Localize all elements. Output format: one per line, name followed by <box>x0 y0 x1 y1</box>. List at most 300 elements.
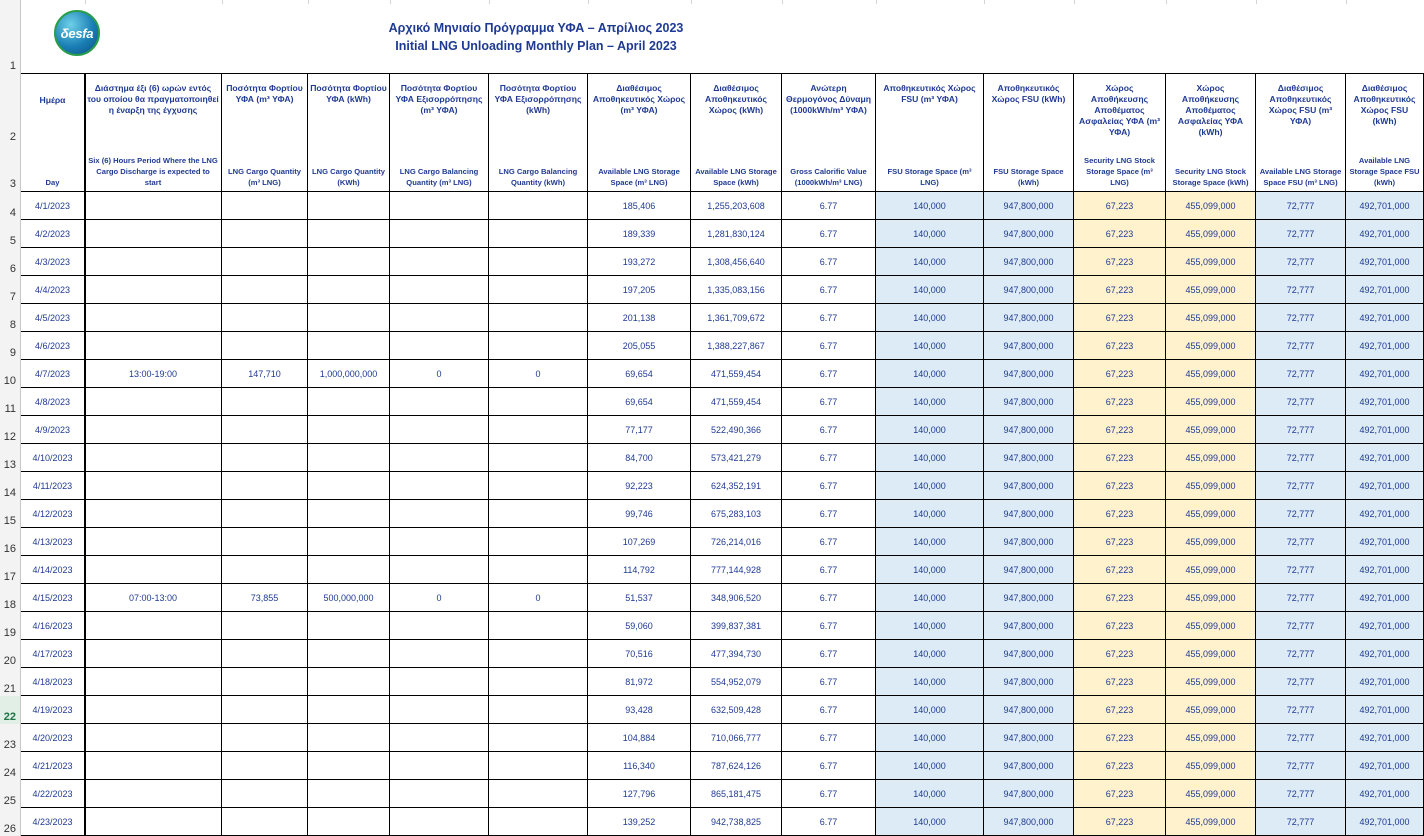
cell-balancing-kwh[interactable] <box>489 808 588 836</box>
cell-available-fsu-m3[interactable]: 72,777 <box>1256 388 1346 416</box>
cell-balancing-kwh[interactable] <box>489 556 588 584</box>
row-header[interactable]: 25 <box>0 780 21 808</box>
cell-balancing-kwh[interactable] <box>489 752 588 780</box>
cell-available-m3[interactable]: 77,177 <box>588 416 691 444</box>
cell-balancing-m3[interactable] <box>390 304 489 332</box>
cell-fsu-kwh[interactable]: 947,800,000 <box>984 192 1074 220</box>
cell-day[interactable]: 4/17/2023 <box>21 640 85 668</box>
cell-available-fsu-m3[interactable]: 72,777 <box>1256 696 1346 724</box>
cell-available-kwh[interactable]: 1,255,203,608 <box>691 192 782 220</box>
cell-cargo-kwh[interactable] <box>308 752 390 780</box>
cell-security-m3[interactable]: 67,223 <box>1074 696 1166 724</box>
cell-cargo-kwh[interactable]: 500,000,000 <box>308 584 390 612</box>
cell-cargo-m3[interactable] <box>222 304 308 332</box>
header-gcv[interactable] <box>782 73 876 192</box>
cell-gcv[interactable]: 6.77 <box>782 416 876 444</box>
cell-period[interactable] <box>85 248 222 276</box>
cell-security-m3[interactable]: 67,223 <box>1074 752 1166 780</box>
cell-available-m3[interactable]: 201,138 <box>588 304 691 332</box>
cell-balancing-m3[interactable] <box>390 668 489 696</box>
cell-gcv[interactable]: 6.77 <box>782 276 876 304</box>
cell-available-m3[interactable]: 104,884 <box>588 724 691 752</box>
cell-available-kwh[interactable]: 477,394,730 <box>691 640 782 668</box>
cell-security-m3[interactable]: 67,223 <box>1074 528 1166 556</box>
cell-balancing-m3[interactable] <box>390 472 489 500</box>
cell-gcv[interactable]: 6.77 <box>782 640 876 668</box>
cell-available-fsu-m3[interactable]: 72,777 <box>1256 304 1346 332</box>
cell-available-kwh[interactable]: 726,214,016 <box>691 528 782 556</box>
cell-balancing-m3[interactable] <box>390 780 489 808</box>
cell-fsu-kwh[interactable]: 947,800,000 <box>984 444 1074 472</box>
cell-fsu-m3[interactable]: 140,000 <box>876 668 984 696</box>
cell-fsu-m3[interactable]: 140,000 <box>876 696 984 724</box>
cell-balancing-m3[interactable] <box>390 248 489 276</box>
cell-cargo-m3[interactable] <box>222 780 308 808</box>
cell-fsu-kwh[interactable]: 947,800,000 <box>984 360 1074 388</box>
cell-fsu-kwh[interactable]: 947,800,000 <box>984 304 1074 332</box>
cell-cargo-m3[interactable] <box>222 248 308 276</box>
header-period[interactable] <box>85 73 222 192</box>
cell-available-fsu-kwh[interactable]: 492,701,000 <box>1346 332 1424 360</box>
cell-gcv[interactable]: 6.77 <box>782 220 876 248</box>
cell-available-kwh[interactable]: 1,308,456,640 <box>691 248 782 276</box>
row-header[interactable]: 17 <box>0 556 21 584</box>
cell-balancing-m3[interactable] <box>390 808 489 836</box>
cell-gcv[interactable]: 6.77 <box>782 584 876 612</box>
row-header[interactable]: 5 <box>0 220 21 248</box>
cell-cargo-kwh[interactable] <box>308 808 390 836</box>
cell-gcv[interactable]: 6.77 <box>782 556 876 584</box>
cell-balancing-kwh[interactable] <box>489 276 588 304</box>
cell-security-m3[interactable]: 67,223 <box>1074 388 1166 416</box>
cell-period[interactable] <box>85 780 222 808</box>
cell-security-kwh[interactable]: 455,099,000 <box>1166 192 1256 220</box>
cell-security-kwh[interactable]: 455,099,000 <box>1166 584 1256 612</box>
cell-security-m3[interactable]: 67,223 <box>1074 472 1166 500</box>
cell-security-m3[interactable]: 67,223 <box>1074 640 1166 668</box>
cell-available-fsu-kwh[interactable]: 492,701,000 <box>1346 612 1424 640</box>
cell-day[interactable]: 4/22/2023 <box>21 780 85 808</box>
cell-available-m3[interactable]: 92,223 <box>588 472 691 500</box>
header-security-kwh[interactable] <box>1166 73 1256 192</box>
cell-security-kwh[interactable]: 455,099,000 <box>1166 668 1256 696</box>
cell-gcv[interactable]: 6.77 <box>782 360 876 388</box>
cell-cargo-m3[interactable] <box>222 528 308 556</box>
cell-gcv[interactable]: 6.77 <box>782 472 876 500</box>
cell-balancing-m3[interactable] <box>390 528 489 556</box>
row-header-1[interactable]: 1 <box>0 0 21 73</box>
cell-cargo-kwh[interactable] <box>308 332 390 360</box>
cell-balancing-m3[interactable] <box>390 332 489 360</box>
cell-available-m3[interactable]: 205,055 <box>588 332 691 360</box>
cell-fsu-m3[interactable]: 140,000 <box>876 304 984 332</box>
cell-available-m3[interactable]: 197,205 <box>588 276 691 304</box>
cell-available-fsu-m3[interactable]: 72,777 <box>1256 220 1346 248</box>
cell-available-fsu-m3[interactable]: 72,777 <box>1256 248 1346 276</box>
header-available-fsu-kwh[interactable] <box>1346 73 1424 192</box>
header-available-fsu-m3[interactable] <box>1256 73 1346 192</box>
cell-security-m3[interactable]: 67,223 <box>1074 724 1166 752</box>
cell-cargo-m3[interactable] <box>222 444 308 472</box>
row-header[interactable]: 7 <box>0 276 21 304</box>
row-header[interactable]: 24 <box>0 752 21 780</box>
cell-available-fsu-kwh[interactable]: 492,701,000 <box>1346 500 1424 528</box>
cell-available-kwh[interactable]: 554,952,079 <box>691 668 782 696</box>
cell-balancing-m3[interactable] <box>390 416 489 444</box>
cell-fsu-kwh[interactable]: 947,800,000 <box>984 248 1074 276</box>
cell-security-kwh[interactable]: 455,099,000 <box>1166 360 1256 388</box>
cell-security-m3[interactable]: 67,223 <box>1074 612 1166 640</box>
cell-available-m3[interactable]: 70,516 <box>588 640 691 668</box>
row-header[interactable]: 18 <box>0 584 21 612</box>
cell-cargo-kwh[interactable] <box>308 416 390 444</box>
row-header[interactable]: 8 <box>0 304 21 332</box>
cell-day[interactable]: 4/10/2023 <box>21 444 85 472</box>
cell-day[interactable]: 4/21/2023 <box>21 752 85 780</box>
cell-cargo-kwh[interactable] <box>308 276 390 304</box>
cell-cargo-m3[interactable] <box>222 220 308 248</box>
row-header[interactable]: 10 <box>0 360 21 388</box>
cell-security-m3[interactable]: 67,223 <box>1074 780 1166 808</box>
cell-security-m3[interactable]: 67,223 <box>1074 276 1166 304</box>
cell-security-kwh[interactable]: 455,099,000 <box>1166 752 1256 780</box>
row-header[interactable]: 9 <box>0 332 21 360</box>
cell-balancing-m3[interactable] <box>390 220 489 248</box>
cell-available-m3[interactable]: 127,796 <box>588 780 691 808</box>
cell-cargo-kwh[interactable] <box>308 388 390 416</box>
cell-balancing-m3[interactable] <box>390 276 489 304</box>
row-header[interactable]: 15 <box>0 500 21 528</box>
cell-cargo-m3[interactable] <box>222 388 308 416</box>
cell-fsu-m3[interactable]: 140,000 <box>876 724 984 752</box>
cell-balancing-m3[interactable] <box>390 612 489 640</box>
cell-cargo-m3[interactable] <box>222 696 308 724</box>
cell-period[interactable] <box>85 556 222 584</box>
cell-gcv[interactable]: 6.77 <box>782 248 876 276</box>
header-cargo-kwh[interactable] <box>308 73 390 192</box>
cell-fsu-kwh[interactable]: 947,800,000 <box>984 640 1074 668</box>
cell-fsu-kwh[interactable]: 947,800,000 <box>984 388 1074 416</box>
cell-security-kwh[interactable]: 455,099,000 <box>1166 248 1256 276</box>
row-header[interactable]: 13 <box>0 444 21 472</box>
cell-cargo-m3[interactable] <box>222 724 308 752</box>
cell-day[interactable]: 4/2/2023 <box>21 220 85 248</box>
cell-security-kwh[interactable]: 455,099,000 <box>1166 640 1256 668</box>
cell-fsu-kwh[interactable]: 947,800,000 <box>984 276 1074 304</box>
cell-available-m3[interactable]: 116,340 <box>588 752 691 780</box>
header-fsu-kwh[interactable] <box>984 73 1074 192</box>
cell-available-kwh[interactable]: 471,559,454 <box>691 360 782 388</box>
cell-security-m3[interactable]: 67,223 <box>1074 332 1166 360</box>
cell-balancing-m3[interactable]: 0 <box>390 584 489 612</box>
cell-balancing-kwh[interactable] <box>489 668 588 696</box>
cell-day[interactable]: 4/12/2023 <box>21 500 85 528</box>
cell-available-fsu-m3[interactable]: 72,777 <box>1256 556 1346 584</box>
cell-balancing-m3[interactable] <box>390 696 489 724</box>
cell-day[interactable]: 4/8/2023 <box>21 388 85 416</box>
cell-security-m3[interactable]: 67,223 <box>1074 416 1166 444</box>
cell-balancing-kwh[interactable] <box>489 304 588 332</box>
cell-available-fsu-kwh[interactable]: 492,701,000 <box>1346 360 1424 388</box>
cell-cargo-kwh[interactable] <box>308 192 390 220</box>
cell-available-m3[interactable]: 59,060 <box>588 612 691 640</box>
cell-period[interactable]: 07:00-13:00 <box>85 584 222 612</box>
cell-security-kwh[interactable]: 455,099,000 <box>1166 612 1256 640</box>
cell-available-m3[interactable]: 99,746 <box>588 500 691 528</box>
cell-fsu-m3[interactable]: 140,000 <box>876 780 984 808</box>
cell-cargo-m3[interactable] <box>222 612 308 640</box>
cell-balancing-kwh[interactable] <box>489 388 588 416</box>
cell-security-m3[interactable]: 67,223 <box>1074 192 1166 220</box>
cell-day[interactable]: 4/23/2023 <box>21 808 85 836</box>
header-day[interactable] <box>21 73 85 192</box>
cell-cargo-m3[interactable] <box>222 668 308 696</box>
cell-cargo-kwh[interactable] <box>308 780 390 808</box>
cell-available-fsu-kwh[interactable]: 492,701,000 <box>1346 780 1424 808</box>
row-header[interactable]: 21 <box>0 668 21 696</box>
row-header-3[interactable]: 3 <box>0 146 21 192</box>
cell-available-m3[interactable]: 69,654 <box>588 360 691 388</box>
cell-balancing-kwh[interactable] <box>489 416 588 444</box>
cell-fsu-kwh[interactable]: 947,800,000 <box>984 752 1074 780</box>
cell-day[interactable]: 4/3/2023 <box>21 248 85 276</box>
cell-day[interactable]: 4/13/2023 <box>21 528 85 556</box>
cell-day[interactable]: 4/16/2023 <box>21 612 85 640</box>
cell-security-m3[interactable]: 67,223 <box>1074 584 1166 612</box>
cell-available-fsu-kwh[interactable]: 492,701,000 <box>1346 220 1424 248</box>
cell-gcv[interactable]: 6.77 <box>782 528 876 556</box>
cell-fsu-m3[interactable]: 140,000 <box>876 500 984 528</box>
cell-cargo-kwh[interactable] <box>308 612 390 640</box>
cell-available-fsu-m3[interactable]: 72,777 <box>1256 444 1346 472</box>
cell-day[interactable]: 4/11/2023 <box>21 472 85 500</box>
cell-available-kwh[interactable]: 632,509,428 <box>691 696 782 724</box>
cell-period[interactable] <box>85 500 222 528</box>
cell-balancing-kwh[interactable] <box>489 612 588 640</box>
row-header[interactable]: 14 <box>0 472 21 500</box>
row-header[interactable]: 12 <box>0 416 21 444</box>
cell-period[interactable] <box>85 388 222 416</box>
cell-balancing-m3[interactable] <box>390 444 489 472</box>
cell-fsu-kwh[interactable]: 947,800,000 <box>984 556 1074 584</box>
cell-available-fsu-m3[interactable]: 72,777 <box>1256 332 1346 360</box>
cell-available-fsu-m3[interactable]: 72,777 <box>1256 416 1346 444</box>
cell-fsu-kwh[interactable]: 947,800,000 <box>984 668 1074 696</box>
cell-period[interactable] <box>85 472 222 500</box>
cell-available-fsu-m3[interactable]: 72,777 <box>1256 276 1346 304</box>
cell-available-fsu-m3[interactable]: 72,777 <box>1256 472 1346 500</box>
cell-security-kwh[interactable]: 455,099,000 <box>1166 444 1256 472</box>
cell-security-kwh[interactable]: 455,099,000 <box>1166 808 1256 836</box>
cell-available-m3[interactable]: 185,406 <box>588 192 691 220</box>
cell-security-kwh[interactable]: 455,099,000 <box>1166 500 1256 528</box>
cell-fsu-kwh[interactable]: 947,800,000 <box>984 724 1074 752</box>
cell-cargo-kwh[interactable] <box>308 472 390 500</box>
cell-balancing-kwh[interactable] <box>489 640 588 668</box>
cell-available-m3[interactable]: 84,700 <box>588 444 691 472</box>
row-header[interactable]: 16 <box>0 528 21 556</box>
cell-fsu-m3[interactable]: 140,000 <box>876 752 984 780</box>
cell-available-fsu-m3[interactable]: 72,777 <box>1256 668 1346 696</box>
cell-fsu-kwh[interactable]: 947,800,000 <box>984 500 1074 528</box>
cell-cargo-m3[interactable] <box>222 192 308 220</box>
cell-available-fsu-m3[interactable]: 72,777 <box>1256 780 1346 808</box>
cell-available-kwh[interactable]: 710,066,777 <box>691 724 782 752</box>
row-header[interactable]: 26 <box>0 808 21 836</box>
cell-available-kwh[interactable]: 787,624,126 <box>691 752 782 780</box>
cell-available-kwh[interactable]: 573,421,279 <box>691 444 782 472</box>
cell-cargo-kwh[interactable] <box>308 220 390 248</box>
cell-available-fsu-m3[interactable]: 72,777 <box>1256 724 1346 752</box>
cell-cargo-kwh[interactable] <box>308 640 390 668</box>
cell-available-kwh[interactable]: 1,335,083,156 <box>691 276 782 304</box>
cell-period[interactable] <box>85 416 222 444</box>
cell-security-kwh[interactable]: 455,099,000 <box>1166 696 1256 724</box>
header-balancing-kwh[interactable] <box>489 73 588 192</box>
cell-available-fsu-kwh[interactable]: 492,701,000 <box>1346 808 1424 836</box>
cell-available-kwh[interactable]: 522,490,366 <box>691 416 782 444</box>
cell-available-fsu-kwh[interactable]: 492,701,000 <box>1346 752 1424 780</box>
cell-available-fsu-kwh[interactable]: 492,701,000 <box>1346 584 1424 612</box>
cell-fsu-kwh[interactable]: 947,800,000 <box>984 220 1074 248</box>
cell-cargo-kwh[interactable] <box>308 556 390 584</box>
cell-available-fsu-kwh[interactable]: 492,701,000 <box>1346 444 1424 472</box>
cell-gcv[interactable]: 6.77 <box>782 780 876 808</box>
cell-period[interactable] <box>85 444 222 472</box>
cell-balancing-kwh[interactable] <box>489 444 588 472</box>
cell-available-fsu-m3[interactable]: 72,777 <box>1256 360 1346 388</box>
cell-balancing-m3[interactable] <box>390 752 489 780</box>
cell-balancing-m3[interactable] <box>390 640 489 668</box>
cell-security-m3[interactable]: 67,223 <box>1074 668 1166 696</box>
cell-available-fsu-kwh[interactable]: 492,701,000 <box>1346 528 1424 556</box>
cell-balancing-kwh[interactable] <box>489 528 588 556</box>
cell-available-fsu-kwh[interactable]: 492,701,000 <box>1346 668 1424 696</box>
row-header[interactable]: 19 <box>0 612 21 640</box>
cell-day[interactable]: 4/7/2023 <box>21 360 85 388</box>
cell-cargo-m3[interactable] <box>222 640 308 668</box>
cell-cargo-m3[interactable] <box>222 416 308 444</box>
cell-day[interactable]: 4/20/2023 <box>21 724 85 752</box>
cell-available-fsu-m3[interactable]: 72,777 <box>1256 612 1346 640</box>
cell-period[interactable] <box>85 612 222 640</box>
cell-cargo-m3[interactable] <box>222 472 308 500</box>
cell-fsu-kwh[interactable]: 947,800,000 <box>984 472 1074 500</box>
cell-security-m3[interactable]: 67,223 <box>1074 500 1166 528</box>
cell-available-fsu-kwh[interactable]: 492,701,000 <box>1346 724 1424 752</box>
cell-balancing-kwh[interactable]: 0 <box>489 584 588 612</box>
cell-cargo-kwh[interactable] <box>308 248 390 276</box>
cell-cargo-kwh[interactable] <box>308 500 390 528</box>
cell-gcv[interactable]: 6.77 <box>782 724 876 752</box>
cell-period[interactable] <box>85 752 222 780</box>
cell-cargo-kwh[interactable] <box>308 304 390 332</box>
cell-cargo-m3[interactable]: 73,855 <box>222 584 308 612</box>
cell-available-kwh[interactable]: 1,281,830,124 <box>691 220 782 248</box>
cell-fsu-kwh[interactable]: 947,800,000 <box>984 528 1074 556</box>
cell-available-fsu-m3[interactable]: 72,777 <box>1256 808 1346 836</box>
cell-balancing-kwh[interactable] <box>489 724 588 752</box>
cell-available-fsu-kwh[interactable]: 492,701,000 <box>1346 248 1424 276</box>
cell-available-fsu-m3[interactable]: 72,777 <box>1256 528 1346 556</box>
cell-fsu-m3[interactable]: 140,000 <box>876 584 984 612</box>
cell-day[interactable]: 4/4/2023 <box>21 276 85 304</box>
cell-fsu-m3[interactable]: 140,000 <box>876 332 984 360</box>
cell-available-fsu-m3[interactable]: 72,777 <box>1256 640 1346 668</box>
cell-cargo-m3[interactable] <box>222 808 308 836</box>
cell-security-m3[interactable]: 67,223 <box>1074 304 1166 332</box>
cell-available-kwh[interactable]: 1,388,227,867 <box>691 332 782 360</box>
cell-security-kwh[interactable]: 455,099,000 <box>1166 220 1256 248</box>
cell-cargo-kwh[interactable] <box>308 528 390 556</box>
cell-available-fsu-kwh[interactable]: 492,701,000 <box>1346 192 1424 220</box>
cell-gcv[interactable]: 6.77 <box>782 500 876 528</box>
cell-gcv[interactable]: 6.77 <box>782 696 876 724</box>
header-available-m3[interactable] <box>588 73 691 192</box>
cell-available-kwh[interactable]: 1,361,709,672 <box>691 304 782 332</box>
cell-fsu-m3[interactable]: 140,000 <box>876 640 984 668</box>
cell-cargo-m3[interactable] <box>222 500 308 528</box>
cell-available-m3[interactable]: 93,428 <box>588 696 691 724</box>
cell-fsu-m3[interactable]: 140,000 <box>876 220 984 248</box>
cell-security-kwh[interactable]: 455,099,000 <box>1166 528 1256 556</box>
cell-balancing-kwh[interactable] <box>489 696 588 724</box>
cell-period[interactable] <box>85 304 222 332</box>
cell-period[interactable] <box>85 528 222 556</box>
cell-fsu-kwh[interactable]: 947,800,000 <box>984 696 1074 724</box>
cell-gcv[interactable]: 6.77 <box>782 388 876 416</box>
cell-day[interactable]: 4/15/2023 <box>21 584 85 612</box>
cell-available-kwh[interactable]: 399,837,381 <box>691 612 782 640</box>
cell-fsu-kwh[interactable]: 947,800,000 <box>984 612 1074 640</box>
row-header-2[interactable]: 2 <box>0 73 21 146</box>
cell-gcv[interactable]: 6.77 <box>782 192 876 220</box>
row-header[interactable]: 23 <box>0 724 21 752</box>
cell-available-m3[interactable]: 189,339 <box>588 220 691 248</box>
cell-balancing-kwh[interactable] <box>489 500 588 528</box>
cell-period[interactable] <box>85 668 222 696</box>
cell-available-fsu-m3[interactable]: 72,777 <box>1256 584 1346 612</box>
cell-available-fsu-kwh[interactable]: 492,701,000 <box>1346 472 1424 500</box>
header-security-m3[interactable] <box>1074 73 1166 192</box>
cell-security-m3[interactable]: 67,223 <box>1074 248 1166 276</box>
cell-balancing-kwh[interactable] <box>489 780 588 808</box>
row-header[interactable]: 6 <box>0 248 21 276</box>
cell-gcv[interactable]: 6.77 <box>782 668 876 696</box>
cell-cargo-kwh[interactable] <box>308 668 390 696</box>
cell-balancing-m3[interactable] <box>390 500 489 528</box>
cell-available-kwh[interactable]: 348,906,520 <box>691 584 782 612</box>
header-fsu-m3[interactable] <box>876 73 984 192</box>
cell-fsu-m3[interactable]: 140,000 <box>876 472 984 500</box>
cell-fsu-m3[interactable]: 140,000 <box>876 388 984 416</box>
cell-period[interactable] <box>85 276 222 304</box>
cell-day[interactable]: 4/1/2023 <box>21 192 85 220</box>
cell-fsu-m3[interactable]: 140,000 <box>876 612 984 640</box>
cell-period[interactable] <box>85 808 222 836</box>
cell-fsu-m3[interactable]: 140,000 <box>876 416 984 444</box>
cell-available-m3[interactable]: 51,537 <box>588 584 691 612</box>
cell-period[interactable] <box>85 696 222 724</box>
cell-available-kwh[interactable]: 942,738,825 <box>691 808 782 836</box>
header-cargo-m3[interactable] <box>222 73 308 192</box>
cell-available-m3[interactable]: 193,272 <box>588 248 691 276</box>
row-header[interactable]: 4 <box>0 192 21 220</box>
cell-day[interactable]: 4/6/2023 <box>21 332 85 360</box>
cell-cargo-kwh[interactable] <box>308 724 390 752</box>
cell-day[interactable]: 4/18/2023 <box>21 668 85 696</box>
cell-cargo-m3[interactable] <box>222 556 308 584</box>
